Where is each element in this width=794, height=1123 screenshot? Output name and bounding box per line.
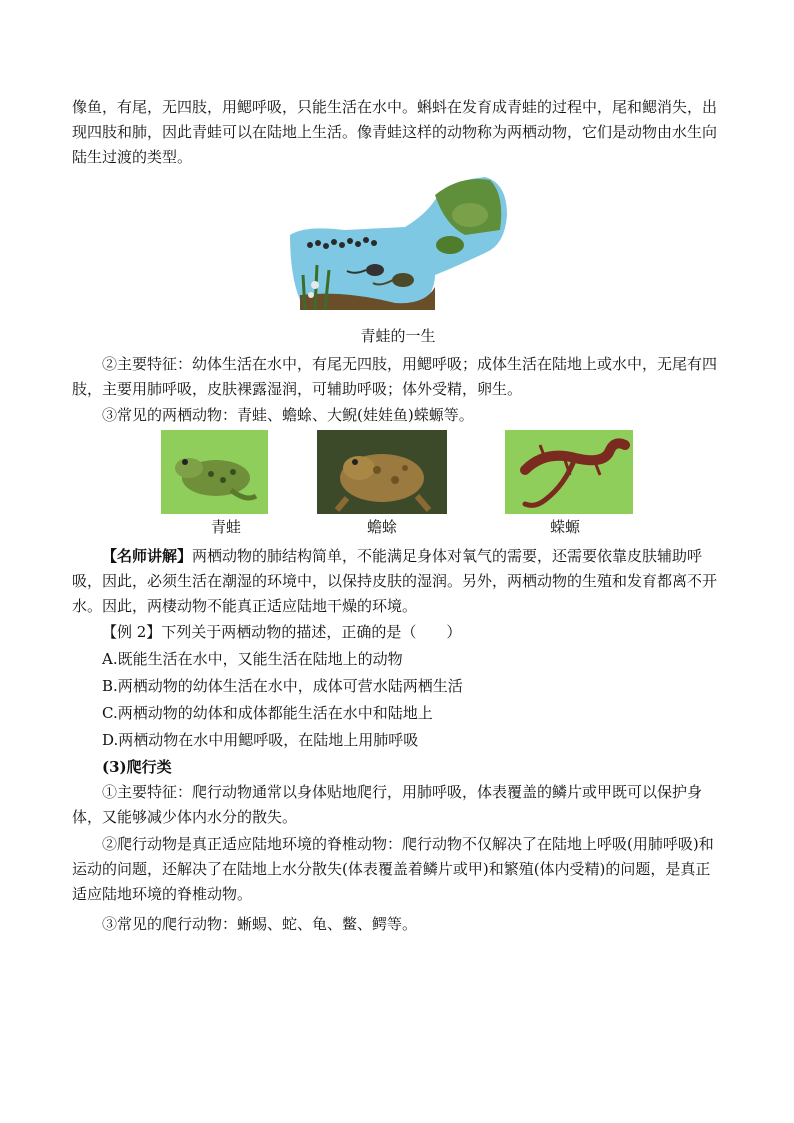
example-question: 【例 2】下列关于两栖动物的描述，正确的是（ ） bbox=[102, 623, 462, 641]
option-c: C.两栖动物的幼体和成体都能生活在水中和陆地上 bbox=[102, 704, 433, 722]
reptile-heading: (3)爬行类 bbox=[102, 758, 172, 776]
toad-photo bbox=[317, 430, 447, 514]
frog-lifecycle-illustration bbox=[285, 175, 511, 315]
frog-photo bbox=[161, 430, 268, 514]
reptile-adaptation: ②爬行动物是真正适应陆地环境的脊椎动物：爬行动物不仅解决了在陆地上呼吸(用肺呼吸)和运动的问题，还解决了在陆地上水分散失(体表覆盖着鳞片或甲)和繁殖(体内受精)的问题，是真正适应陆地环境的脊椎动物。 bbox=[72, 835, 714, 903]
newt-photo bbox=[505, 430, 633, 514]
common-reptiles: ③常见的爬行动物：蜥蜴、蛇、龟、鳖、鳄等。 bbox=[102, 915, 418, 933]
option-d: D.两栖动物在水中用鳃呼吸，在陆地上用肺呼吸 bbox=[102, 731, 419, 749]
teacher-text: 两栖动物的肺结构简单，不能满足身体对氧气的需要，还需要依靠皮肤辅助呼吸，因此，必须生活在潮湿的环境中，以保持皮肤的湿润。另外，两栖动物的生殖和发育都离不开水。因此，两棲动物不能真正适应陆地干燥的环境。 bbox=[72, 547, 718, 615]
intro-paragraph: 像鱼，有尾，无四肢，用鳃呼吸，只能生活在水中。蝌蚪在发育成青蛙的过程中，尾和鳃消失，出现四肢和肺，因此青蛙可以在陆地上生活。像青蛙这样的动物称为两栖动物，它们是动物由水生向陆生过渡的类型。 bbox=[72, 98, 718, 166]
features-paragraph: ②主要特征：幼体生活在水中，有尾无四肢，用鳃呼吸；成体生活在陆地上或水中，无尾有四肢，主要用肺呼吸，皮肤裸露湿润，可辅助呼吸；体外受精，卵生。 bbox=[72, 355, 718, 398]
teacher-explanation bbox=[72, 544, 722, 619]
reptile-features: ①主要特征：爬行动物通常以身体贴地爬行，用肺呼吸，体表覆盖的鳞片或甲既可以保护身体，又能够减少体内水分的散失。 bbox=[72, 783, 703, 826]
frog-caption: 青蛙 bbox=[210, 518, 241, 536]
newt-caption: 蝾螈 bbox=[549, 518, 580, 536]
common-amphibians-paragraph: ③常见的两栖动物：青蛙、蟾蜍、大鲵(娃娃鱼)蝾螈等。 bbox=[102, 406, 474, 424]
lifecycle-caption: 青蛙的一生 bbox=[360, 327, 436, 345]
option-a: A.既能生活在水中，又能生活在陆地上的动物 bbox=[102, 650, 403, 668]
option-b: B.两栖动物的幼体生活在水中，成体可营水陆两栖生活 bbox=[102, 677, 463, 695]
teacher-label: 【名师讲解】 bbox=[102, 547, 193, 565]
toad-caption: 蟾蜍 bbox=[366, 518, 397, 536]
